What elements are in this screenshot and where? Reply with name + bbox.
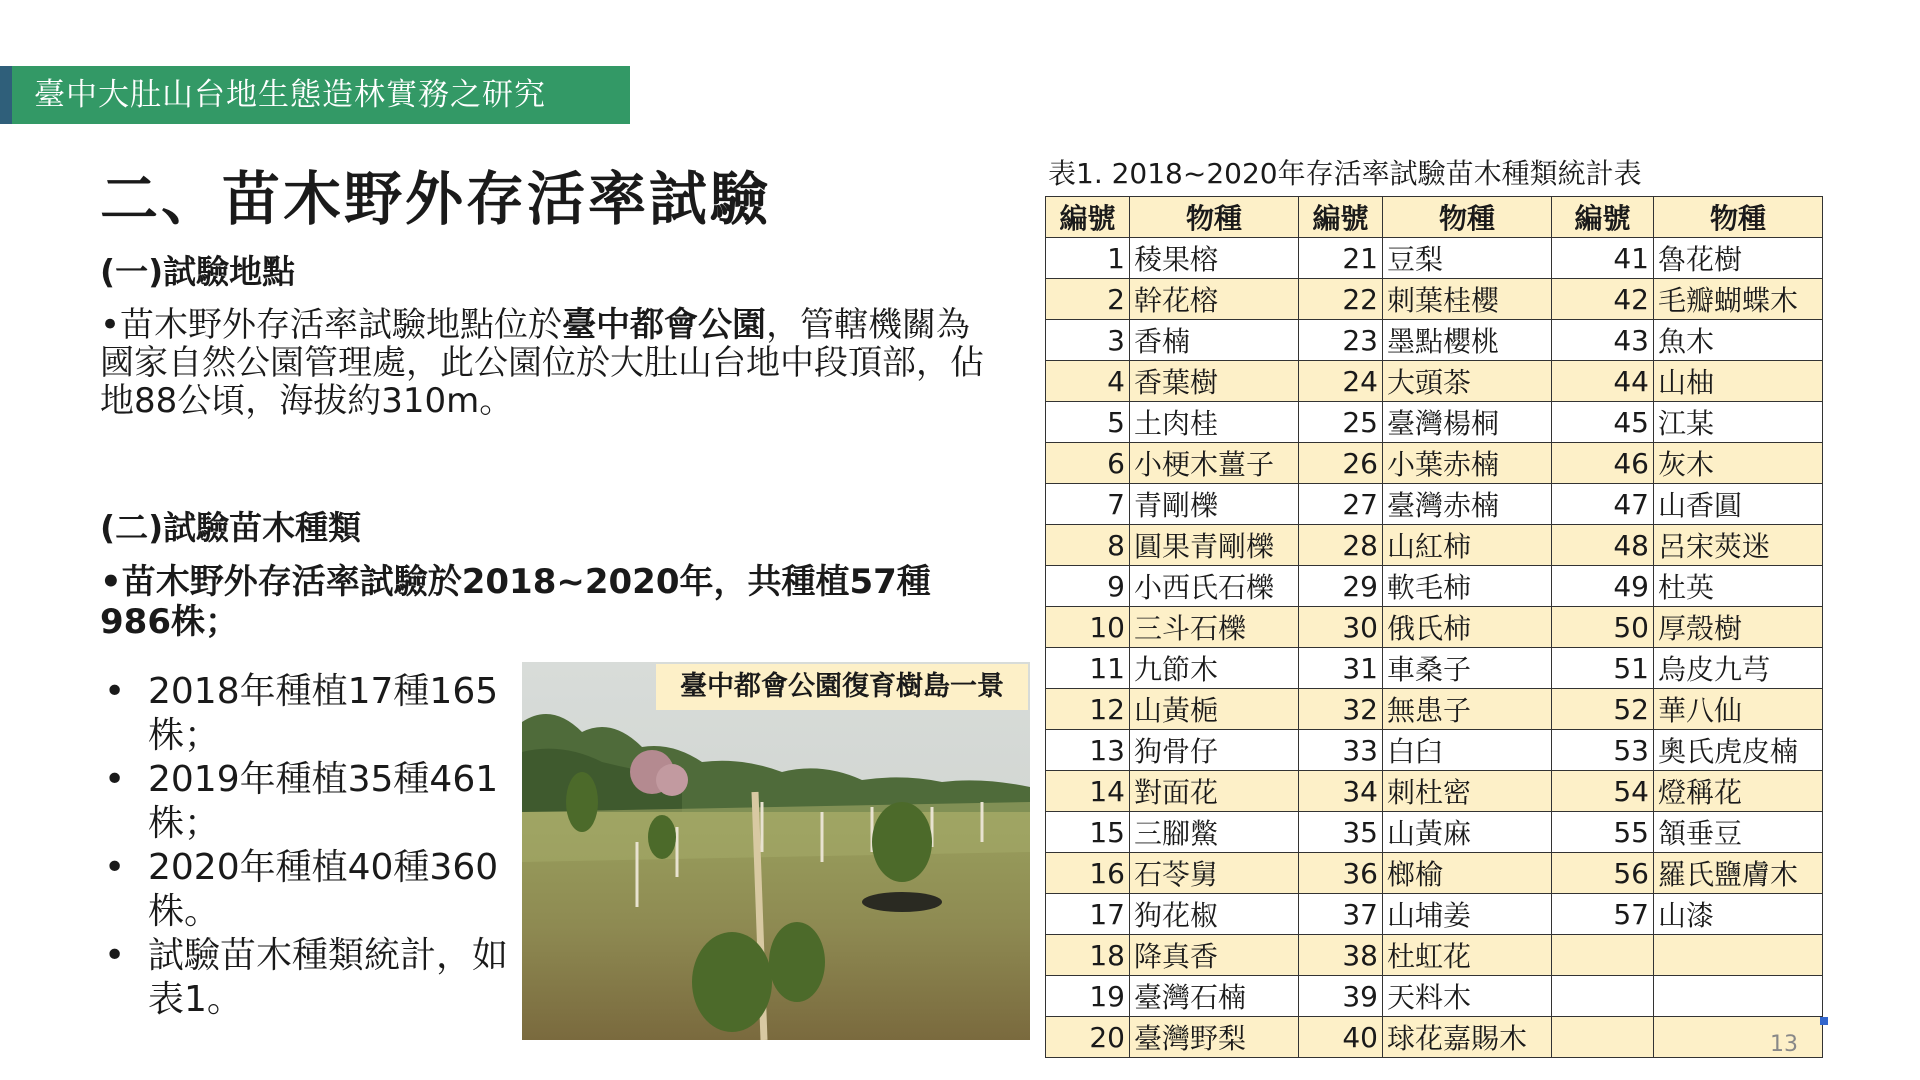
bullet-dot-icon: • bbox=[104, 847, 126, 888]
cell-number: 54 bbox=[1552, 771, 1654, 812]
cell-species: 厚殼樹 bbox=[1654, 607, 1823, 648]
species-table-body bbox=[1046, 238, 1823, 1058]
table-row bbox=[1046, 935, 1823, 976]
cell-number: 36 bbox=[1299, 853, 1383, 894]
table-row bbox=[1046, 525, 1823, 566]
table-row bbox=[1046, 566, 1823, 607]
cell-species: 墨點櫻桃 bbox=[1383, 320, 1552, 361]
cell-number: 39 bbox=[1299, 976, 1383, 1017]
bullet-item bbox=[100, 670, 520, 758]
cell-number: 11 bbox=[1046, 648, 1130, 689]
table-row bbox=[1046, 730, 1823, 771]
cell-species: 奧氏虎皮楠 bbox=[1654, 730, 1823, 771]
table-row bbox=[1046, 976, 1823, 1017]
table-header-row bbox=[1046, 197, 1823, 238]
cell-number: 8 bbox=[1046, 525, 1130, 566]
cell-number: 17 bbox=[1046, 894, 1130, 935]
cell-number: 49 bbox=[1552, 566, 1654, 607]
cell-number: 37 bbox=[1299, 894, 1383, 935]
cell-number bbox=[1552, 935, 1654, 976]
tree-island-photo bbox=[522, 662, 1030, 1040]
cell-number: 26 bbox=[1299, 443, 1383, 484]
cell-number: 50 bbox=[1552, 607, 1654, 648]
species-table bbox=[1045, 196, 1823, 1058]
cell-species: 羅氏鹽膚木 bbox=[1654, 853, 1823, 894]
cell-species: 九節木 bbox=[1130, 648, 1299, 689]
photo-caption: 臺中都會公園復育樹島一景 bbox=[656, 664, 1028, 710]
cell-number: 45 bbox=[1552, 402, 1654, 443]
cell-species: 降真香 bbox=[1130, 935, 1299, 976]
table-row bbox=[1046, 361, 1823, 402]
cell-species: 臺灣石楠 bbox=[1130, 976, 1299, 1017]
header-species: 物種 bbox=[1654, 197, 1823, 238]
cell-species: 魯花樹 bbox=[1654, 238, 1823, 279]
cell-species: 軟毛柿 bbox=[1383, 566, 1552, 607]
header-banner bbox=[0, 66, 630, 124]
cell-number: 35 bbox=[1299, 812, 1383, 853]
cell-number: 15 bbox=[1046, 812, 1130, 853]
bullet-item bbox=[100, 934, 520, 1022]
cell-species: 幹花榕 bbox=[1130, 279, 1299, 320]
cell-number: 20 bbox=[1046, 1017, 1130, 1058]
cell-species: 小葉赤楠 bbox=[1383, 443, 1552, 484]
header-number: 編號 bbox=[1552, 197, 1654, 238]
cell-number: 43 bbox=[1552, 320, 1654, 361]
cell-number: 57 bbox=[1552, 894, 1654, 935]
cell-number: 41 bbox=[1552, 238, 1654, 279]
cell-species: 華八仙 bbox=[1654, 689, 1823, 730]
bullet-dot-icon: • bbox=[104, 759, 126, 800]
cell-species: 車桑子 bbox=[1383, 648, 1552, 689]
cell-species: 魚木 bbox=[1654, 320, 1823, 361]
cell-number: 27 bbox=[1299, 484, 1383, 525]
banner-accent-bar bbox=[0, 66, 12, 124]
slide-title: 二、苗木野外存活率試驗 bbox=[100, 165, 772, 233]
cell-number: 3 bbox=[1046, 320, 1130, 361]
cell-species: 刺杜密 bbox=[1383, 771, 1552, 812]
cell-number: 18 bbox=[1046, 935, 1130, 976]
cell-number: 40 bbox=[1299, 1017, 1383, 1058]
table-row bbox=[1046, 238, 1823, 279]
table-row bbox=[1046, 443, 1823, 484]
cell-species: 豆梨 bbox=[1383, 238, 1552, 279]
cell-number: 55 bbox=[1552, 812, 1654, 853]
bullet-dot-icon: • bbox=[104, 935, 126, 976]
cell-species: 毛瓣蝴蝶木 bbox=[1654, 279, 1823, 320]
cell-number: 21 bbox=[1299, 238, 1383, 279]
table-row bbox=[1046, 771, 1823, 812]
section2-summary: •苗木野外存活率試驗於2018~2020年，共種植57種986株； bbox=[100, 562, 931, 642]
cell-species: 稜果榕 bbox=[1130, 238, 1299, 279]
section1-text-bold: 臺中都會公園 bbox=[562, 305, 767, 345]
cell-number: 10 bbox=[1046, 607, 1130, 648]
header-species: 物種 bbox=[1130, 197, 1299, 238]
cell-species: 山香圓 bbox=[1654, 484, 1823, 525]
cell-species: 灰木 bbox=[1654, 443, 1823, 484]
cell-number: 4 bbox=[1046, 361, 1130, 402]
cell-species: 山柚 bbox=[1654, 361, 1823, 402]
cell-number: 19 bbox=[1046, 976, 1130, 1017]
planting-bullet-list bbox=[100, 670, 520, 1022]
cell-species: 三斗石櫟 bbox=[1130, 607, 1299, 648]
cell-number: 12 bbox=[1046, 689, 1130, 730]
cell-number: 33 bbox=[1299, 730, 1383, 771]
table-row bbox=[1046, 402, 1823, 443]
cell-species: 石苓舅 bbox=[1130, 853, 1299, 894]
cell-species: 白臼 bbox=[1383, 730, 1552, 771]
cell-species: 山漆 bbox=[1654, 894, 1823, 935]
cell-number: 47 bbox=[1552, 484, 1654, 525]
cell-number: 6 bbox=[1046, 443, 1130, 484]
cell-species: 青剛櫟 bbox=[1130, 484, 1299, 525]
cell-species: 江某 bbox=[1654, 402, 1823, 443]
cell-species: 杜英 bbox=[1654, 566, 1823, 607]
cell-number: 46 bbox=[1552, 443, 1654, 484]
cell-species: 小梗木薑子 bbox=[1130, 443, 1299, 484]
cell-species: 球花嘉賜木 bbox=[1383, 1017, 1552, 1058]
cell-number: 7 bbox=[1046, 484, 1130, 525]
cell-number: 30 bbox=[1299, 607, 1383, 648]
cell-species: 山紅柿 bbox=[1383, 525, 1552, 566]
bullet-text: 2018年種植17種165株； bbox=[148, 671, 499, 756]
section2-heading: (二)試驗苗木種類 bbox=[100, 508, 362, 547]
cell-number: 24 bbox=[1299, 361, 1383, 402]
cell-species: 燈稱花 bbox=[1654, 771, 1823, 812]
cell-number: 14 bbox=[1046, 771, 1130, 812]
section1-paragraph bbox=[100, 306, 1000, 420]
cell-species: 無患子 bbox=[1383, 689, 1552, 730]
table-row bbox=[1046, 853, 1823, 894]
cell-species: 刺葉桂櫻 bbox=[1383, 279, 1552, 320]
bullet-text: 試驗苗木種類統計，如表1。 bbox=[148, 935, 509, 1020]
cell-species: 狗花椒 bbox=[1130, 894, 1299, 935]
table-row bbox=[1046, 607, 1823, 648]
cell-species: 狗骨仔 bbox=[1130, 730, 1299, 771]
header-title: 臺中大肚山台地生態造林實務之研究 bbox=[34, 77, 546, 113]
bullet-item bbox=[100, 846, 520, 934]
table-row bbox=[1046, 812, 1823, 853]
cell-number: 1 bbox=[1046, 238, 1130, 279]
cell-species: 山黃麻 bbox=[1383, 812, 1552, 853]
cell-number: 13 bbox=[1046, 730, 1130, 771]
table-row bbox=[1046, 1017, 1823, 1058]
cell-number: 29 bbox=[1299, 566, 1383, 607]
cell-species: 臺灣赤楠 bbox=[1383, 484, 1552, 525]
cell-number: 38 bbox=[1299, 935, 1383, 976]
cell-species: 三腳鱉 bbox=[1130, 812, 1299, 853]
table-row bbox=[1046, 484, 1823, 525]
table-row bbox=[1046, 894, 1823, 935]
cell-species: 臺灣楊桐 bbox=[1383, 402, 1552, 443]
cell-species: 香楠 bbox=[1130, 320, 1299, 361]
cell-number: 5 bbox=[1046, 402, 1130, 443]
page-number: 13 bbox=[1770, 1032, 1798, 1057]
table-row bbox=[1046, 320, 1823, 361]
cell-number: 42 bbox=[1552, 279, 1654, 320]
cell-species: 烏皮九芎 bbox=[1654, 648, 1823, 689]
cell-number: 23 bbox=[1299, 320, 1383, 361]
header-number: 編號 bbox=[1299, 197, 1383, 238]
bullet-item bbox=[100, 758, 520, 846]
cell-species: 對面花 bbox=[1130, 771, 1299, 812]
cell-number: 9 bbox=[1046, 566, 1130, 607]
table-row bbox=[1046, 279, 1823, 320]
cell-species bbox=[1654, 935, 1823, 976]
cell-species: 杜虹花 bbox=[1383, 935, 1552, 976]
cell-species: 香葉樹 bbox=[1130, 361, 1299, 402]
table-caption: 表1. 2018~2020年存活率試驗苗木種類統計表 bbox=[1048, 157, 1642, 190]
cell-species: 圓果青剛櫟 bbox=[1130, 525, 1299, 566]
cell-species: 大頭茶 bbox=[1383, 361, 1552, 402]
bullet-text: 2019年種植35種461株； bbox=[148, 759, 499, 844]
table-row bbox=[1046, 689, 1823, 730]
section1-text-before: •苗木野外存活率試驗地點位於 bbox=[100, 305, 563, 345]
cell-number: 51 bbox=[1552, 648, 1654, 689]
cell-number: 52 bbox=[1552, 689, 1654, 730]
bullet-text: 2020年種植40種360株。 bbox=[148, 847, 499, 932]
cell-number bbox=[1552, 1017, 1654, 1058]
section1-text-after: ，管轄機關為國家自然公園管理處，此公園位於大肚山台地中段頂部，佔地88公頃，海拔約310m。 bbox=[100, 305, 984, 421]
cell-number: 16 bbox=[1046, 853, 1130, 894]
cell-number: 2 bbox=[1046, 279, 1130, 320]
cell-species: 榔榆 bbox=[1383, 853, 1552, 894]
cell-number: 22 bbox=[1299, 279, 1383, 320]
cell-species: 土肉桂 bbox=[1130, 402, 1299, 443]
table-row bbox=[1046, 648, 1823, 689]
header-number: 編號 bbox=[1046, 197, 1130, 238]
cell-species: 頷垂豆 bbox=[1654, 812, 1823, 853]
cell-number: 32 bbox=[1299, 689, 1383, 730]
corner-marker bbox=[1820, 1017, 1828, 1025]
cell-number: 44 bbox=[1552, 361, 1654, 402]
cell-species: 小西氏石櫟 bbox=[1130, 566, 1299, 607]
cell-number: 56 bbox=[1552, 853, 1654, 894]
cell-number: 25 bbox=[1299, 402, 1383, 443]
cell-number: 53 bbox=[1552, 730, 1654, 771]
cell-number: 28 bbox=[1299, 525, 1383, 566]
cell-species: 天料木 bbox=[1383, 976, 1552, 1017]
cell-number: 34 bbox=[1299, 771, 1383, 812]
cell-species: 呂宋莢迷 bbox=[1654, 525, 1823, 566]
cell-number bbox=[1552, 976, 1654, 1017]
bullet-dot-icon: • bbox=[104, 671, 126, 712]
cell-species: 山埔姜 bbox=[1383, 894, 1552, 935]
cell-species: 臺灣野梨 bbox=[1130, 1017, 1299, 1058]
header-species: 物種 bbox=[1383, 197, 1552, 238]
cell-number: 31 bbox=[1299, 648, 1383, 689]
cell-species bbox=[1654, 976, 1823, 1017]
cell-number: 48 bbox=[1552, 525, 1654, 566]
cell-species: 山黃梔 bbox=[1130, 689, 1299, 730]
section1-heading: (一)試驗地點 bbox=[100, 252, 296, 291]
cell-species: 俄氏柿 bbox=[1383, 607, 1552, 648]
